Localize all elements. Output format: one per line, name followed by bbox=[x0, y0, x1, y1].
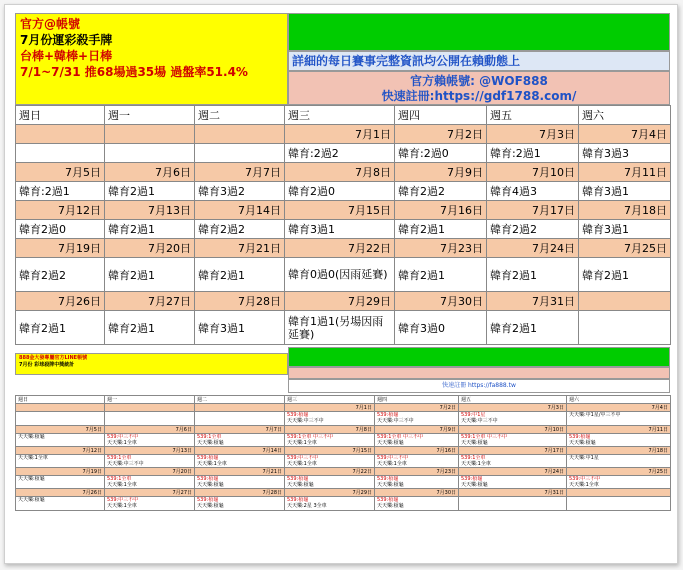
mini-subtitle: 7月份 彩球殺牌中獎統計 bbox=[19, 362, 75, 368]
mini-date-cell: 7月27日 bbox=[105, 489, 195, 497]
date-row bbox=[16, 125, 671, 144]
mini-result-539: 539:槓龜 bbox=[569, 434, 591, 440]
date-cell bbox=[579, 292, 671, 311]
mini-date-cell: 7月19日 bbox=[16, 468, 105, 476]
result-cell: 韓育2過1 bbox=[105, 258, 195, 292]
date-cell: 7月9日 bbox=[395, 163, 487, 182]
mini-calendar-table bbox=[15, 395, 671, 511]
mini-date-cell bbox=[567, 489, 671, 497]
date-cell: 7月30日 bbox=[395, 292, 487, 311]
result-cell bbox=[16, 144, 105, 163]
mini-result-539: 539:槓龜 bbox=[377, 412, 399, 418]
mini-result-539: 539:中三不中 bbox=[107, 497, 139, 503]
result-cell bbox=[195, 144, 285, 163]
weekday-header: 週四 bbox=[395, 106, 487, 125]
mini-result-daily: 天天樂:1全車 bbox=[461, 461, 491, 467]
mini-result-daily: 天天樂:槓龜 bbox=[18, 497, 45, 503]
mini-result-row bbox=[16, 412, 671, 426]
mini-date-cell: 7月14日 bbox=[195, 447, 285, 455]
mini-result-cell bbox=[195, 476, 285, 489]
mini-weekday: 週日 bbox=[16, 396, 105, 404]
result-cell: 韓育2過1 bbox=[395, 258, 487, 292]
header-contact-box bbox=[288, 71, 670, 105]
mini-result-cell bbox=[567, 497, 671, 511]
result-cell: 韓育:2過2 bbox=[285, 144, 395, 163]
mini-result-539: 539:1全車 bbox=[107, 476, 132, 482]
official-account: 官方賴帳號: @WOF888 bbox=[410, 74, 548, 88]
mini-result-539: 539:槓龜 bbox=[197, 476, 219, 482]
mini-result-daily: 天天樂:中1星 bbox=[569, 455, 599, 461]
date-cell: 7月5日 bbox=[16, 163, 105, 182]
mini-date-row bbox=[16, 489, 671, 497]
mini-date-cell: 7月22日 bbox=[285, 468, 375, 476]
mini-result-539: 539:槓龜 bbox=[287, 412, 309, 418]
result-cell: 韓育2過1 bbox=[579, 258, 671, 292]
result-row bbox=[16, 144, 671, 163]
mini-result-cell bbox=[16, 434, 105, 447]
mini-date-cell: 7月20日 bbox=[105, 468, 195, 476]
mini-weekday: 週二 bbox=[195, 396, 285, 404]
date-cell: 7月15日 bbox=[285, 201, 395, 220]
mini-result-cell bbox=[285, 434, 375, 447]
result-cell: 韓育2過1 bbox=[105, 220, 195, 239]
date-row bbox=[16, 239, 671, 258]
mini-result-539: 539:中三不中 bbox=[107, 434, 139, 440]
weekday-header-row bbox=[16, 106, 671, 125]
mini-result-539: 539:1全車 中三不中 bbox=[377, 434, 423, 440]
date-cell: 7月28日 bbox=[195, 292, 285, 311]
result-cell: 韓育2過2 bbox=[195, 220, 285, 239]
mini-result-daily: 天天樂:1全車 bbox=[107, 482, 137, 488]
mini-result-daily: 天天樂:1全車 bbox=[569, 482, 599, 488]
mini-result-cell bbox=[567, 476, 671, 489]
mini-date-cell: 7月8日 bbox=[285, 426, 375, 434]
mini-date-cell: 7月31日 bbox=[459, 489, 567, 497]
weekday-header: 週六 bbox=[579, 106, 671, 125]
mini-result-539: 539:槓龜 bbox=[377, 476, 399, 482]
mini-result-cell bbox=[195, 434, 285, 447]
mini-date-cell: 7月9日 bbox=[375, 426, 459, 434]
mini-result-daily: 天天樂:中三不中 bbox=[107, 461, 144, 467]
calendar-table bbox=[15, 105, 671, 345]
mini-result-539: 539:中1星 bbox=[461, 412, 486, 418]
mini-date-cell: 7月2日 bbox=[375, 404, 459, 412]
mini-pink-band bbox=[288, 367, 670, 379]
mini-result-cell bbox=[105, 476, 195, 489]
result-row bbox=[16, 258, 671, 292]
date-cell: 7月12日 bbox=[16, 201, 105, 220]
mini-result-row bbox=[16, 434, 671, 447]
mini-result-daily: 天天樂:中三不中 bbox=[377, 418, 414, 424]
mini-result-daily: 天天樂:槓龜 bbox=[461, 440, 488, 446]
date-cell: 7月6日 bbox=[105, 163, 195, 182]
mini-date-cell: 7月28日 bbox=[195, 489, 285, 497]
date-row bbox=[16, 163, 671, 182]
mini-result-cell bbox=[567, 412, 671, 426]
date-cell: 7月7日 bbox=[195, 163, 285, 182]
mini-date-cell: 7月6日 bbox=[105, 426, 195, 434]
result-cell: 韓育3過1 bbox=[195, 311, 285, 345]
mini-date-cell: 7月12日 bbox=[16, 447, 105, 455]
weekday-header: 週五 bbox=[487, 106, 579, 125]
mini-date-cell: 7月3日 bbox=[459, 404, 567, 412]
mini-result-row bbox=[16, 455, 671, 468]
mini-result-539: 539:1全車 bbox=[461, 455, 486, 461]
date-cell: 7月19日 bbox=[16, 239, 105, 258]
register-link[interactable]: 快速註冊:https://gdf1788.com/ bbox=[381, 89, 577, 103]
result-cell: 韓育3過0 bbox=[395, 311, 487, 345]
date-cell: 7月18日 bbox=[579, 201, 671, 220]
mini-date-cell: 7月17日 bbox=[459, 447, 567, 455]
result-cell bbox=[579, 311, 671, 345]
mini-date-cell: 7月16日 bbox=[375, 447, 459, 455]
mini-result-daily: 天天樂:1全車 bbox=[18, 455, 48, 461]
weekday-header: 週一 bbox=[105, 106, 195, 125]
mini-result-daily: 天天樂:中三不中 bbox=[287, 418, 324, 424]
result-cell: 韓育2過1 bbox=[487, 258, 579, 292]
header-notice: 詳細的每日賽事完整資訊均公開在賴動態上 bbox=[288, 51, 670, 71]
mini-date-cell: 7月7日 bbox=[195, 426, 285, 434]
date-cell bbox=[195, 125, 285, 144]
mini-result-539: 539:中三不中 bbox=[287, 455, 319, 461]
mini-date-cell bbox=[195, 404, 285, 412]
mini-date-row bbox=[16, 468, 671, 476]
mini-result-cell bbox=[285, 476, 375, 489]
mini-summary-box bbox=[15, 353, 288, 375]
date-cell: 7月25日 bbox=[579, 239, 671, 258]
mini-result-daily: 天天樂:槓龜 bbox=[287, 482, 314, 488]
mini-result-cell bbox=[105, 497, 195, 511]
mini-result-cell bbox=[105, 455, 195, 468]
mini-result-cell bbox=[459, 476, 567, 489]
mini-date-cell: 7月24日 bbox=[459, 468, 567, 476]
mini-result-daily: 天天樂:槓龜 bbox=[461, 482, 488, 488]
date-cell: 7月8日 bbox=[285, 163, 395, 182]
mini-date-cell: 7月30日 bbox=[375, 489, 459, 497]
result-cell: 韓育3過3 bbox=[579, 144, 671, 163]
mini-result-cell bbox=[105, 434, 195, 447]
date-cell: 7月24日 bbox=[487, 239, 579, 258]
mini-weekday: 週六 bbox=[567, 396, 671, 404]
mini-result-daily: 天天樂:槓龜 bbox=[377, 440, 404, 446]
mini-result-539: 539:槓龜 bbox=[461, 476, 483, 482]
result-cell: 韓育:2過1 bbox=[16, 182, 105, 201]
mini-result-539: 539:1全車 中三不中 bbox=[287, 434, 333, 440]
mini-result-daily: 天天樂:1全車 bbox=[107, 503, 137, 509]
mini-date-row bbox=[16, 426, 671, 434]
mini-result-cell bbox=[195, 412, 285, 426]
result-cell: 韓育1過1(另場因雨延賽) bbox=[285, 311, 395, 345]
result-cell: 韓育2過1 bbox=[395, 220, 487, 239]
date-cell: 7月22日 bbox=[285, 239, 395, 258]
result-cell: 韓育2過1 bbox=[16, 311, 105, 345]
weekday-header: 週三 bbox=[285, 106, 395, 125]
mini-result-539: 539:槓龜 bbox=[287, 476, 309, 482]
mini-result-539: 539:槓龜 bbox=[197, 497, 219, 503]
mini-result-cell bbox=[375, 497, 459, 511]
mini-result-539: 539:1全車 中三不中 bbox=[461, 434, 507, 440]
mini-result-cell bbox=[567, 455, 671, 468]
mini-date-row bbox=[16, 404, 671, 412]
result-cell: 韓育2過0 bbox=[285, 182, 395, 201]
date-cell: 7月1日 bbox=[285, 125, 395, 144]
mini-result-daily: 天天樂:1全車 bbox=[197, 461, 227, 467]
result-cell: 韓育2過1 bbox=[487, 311, 579, 345]
result-cell: 韓育2過1 bbox=[105, 311, 195, 345]
result-cell: 韓育3過1 bbox=[579, 182, 671, 201]
mini-weekday: 週一 bbox=[105, 396, 195, 404]
mini-date-cell: 7月26日 bbox=[16, 489, 105, 497]
mini-result-daily: 天天樂:1全車 bbox=[107, 440, 137, 446]
mini-date-cell bbox=[16, 404, 105, 412]
result-cell: 韓育4過3 bbox=[487, 182, 579, 201]
result-cell: 韓育2過2 bbox=[395, 182, 487, 201]
header-subtitle: 7月份運彩殺手牌 bbox=[20, 33, 113, 47]
mini-result-539: 539:1全車 bbox=[197, 434, 222, 440]
mini-result-daily: 天天樂:中1星/中三不中 bbox=[569, 412, 621, 418]
mini-result-cell bbox=[459, 497, 567, 511]
date-cell bbox=[16, 125, 105, 144]
result-cell: 韓育3過2 bbox=[195, 182, 285, 201]
date-cell: 7月23日 bbox=[395, 239, 487, 258]
mini-result-539: 539:槓龜 bbox=[287, 497, 309, 503]
mini-result-cell bbox=[195, 497, 285, 511]
date-cell: 7月10日 bbox=[487, 163, 579, 182]
date-cell: 7月27日 bbox=[105, 292, 195, 311]
mini-date-cell: 7月5日 bbox=[16, 426, 105, 434]
mini-result-cell bbox=[195, 455, 285, 468]
date-cell: 7月4日 bbox=[579, 125, 671, 144]
mini-result-daily: 天天樂:槓龜 bbox=[18, 476, 45, 482]
mini-result-daily: 天天樂:槓龜 bbox=[197, 482, 224, 488]
result-cell: 韓育3過1 bbox=[579, 220, 671, 239]
date-cell: 7月20日 bbox=[105, 239, 195, 258]
mini-date-cell: 7月25日 bbox=[567, 468, 671, 476]
mini-result-cell bbox=[16, 476, 105, 489]
date-cell bbox=[105, 125, 195, 144]
header-summary: 7/1~7/31 推68場過35場 過盤率51.4% bbox=[20, 65, 248, 79]
weekday-header: 週日 bbox=[16, 106, 105, 125]
mini-date-cell: 7月11日 bbox=[567, 426, 671, 434]
date-cell: 7月13日 bbox=[105, 201, 195, 220]
date-cell: 7月21日 bbox=[195, 239, 285, 258]
mini-result-cell bbox=[459, 412, 567, 426]
mini-result-cell bbox=[375, 455, 459, 468]
result-cell: 韓育:2過1 bbox=[487, 144, 579, 163]
mini-result-daily: 天天樂:槓龜 bbox=[377, 503, 404, 509]
mini-result-539: 539:中三不中 bbox=[569, 476, 601, 482]
date-cell: 7月26日 bbox=[16, 292, 105, 311]
mini-date-cell: 7月23日 bbox=[375, 468, 459, 476]
date-cell: 7月2日 bbox=[395, 125, 487, 144]
mini-result-row bbox=[16, 497, 671, 511]
result-cell: 韓育3過1 bbox=[285, 220, 395, 239]
mini-result-cell bbox=[459, 434, 567, 447]
header-green-band bbox=[288, 13, 670, 51]
mini-result-cell bbox=[375, 412, 459, 426]
mini-result-539: 539:中三不中 bbox=[377, 455, 409, 461]
mini-date-cell: 7月21日 bbox=[195, 468, 285, 476]
mini-result-daily: 天天樂:1全車 bbox=[287, 461, 317, 467]
mini-result-cell bbox=[459, 455, 567, 468]
result-cell: 韓育2過2 bbox=[16, 258, 105, 292]
date-cell: 7月14日 bbox=[195, 201, 285, 220]
date-cell: 7月11日 bbox=[579, 163, 671, 182]
result-row bbox=[16, 311, 671, 345]
mini-title: 888金大發專屬官方LINE帳號 bbox=[19, 355, 88, 361]
spreadsheet-image bbox=[4, 4, 678, 564]
header-summary-box bbox=[15, 13, 288, 105]
mini-date-cell: 7月13日 bbox=[105, 447, 195, 455]
result-cell: 韓育2過1 bbox=[105, 182, 195, 201]
weekday-header: 週二 bbox=[195, 106, 285, 125]
mini-result-539: 539:1全車 bbox=[107, 455, 132, 461]
mini-date-cell: 7月18日 bbox=[567, 447, 671, 455]
mini-result-cell bbox=[567, 434, 671, 447]
mini-date-cell: 7月4日 bbox=[567, 404, 671, 412]
mini-weekday-row bbox=[16, 396, 671, 404]
mini-date-cell: 7月15日 bbox=[285, 447, 375, 455]
result-cell bbox=[105, 144, 195, 163]
mini-result-daily: 天天樂:1全車 bbox=[287, 440, 317, 446]
mini-result-daily: 天天樂:槓龜 bbox=[18, 434, 45, 440]
mini-result-daily: 天天樂:槓龜 bbox=[197, 440, 224, 446]
header-leagues: 台棒+韓棒+日棒 bbox=[20, 49, 113, 63]
date-cell: 7月29日 bbox=[285, 292, 395, 311]
mini-date-cell bbox=[105, 404, 195, 412]
date-cell: 7月31日 bbox=[487, 292, 579, 311]
mini-register-link[interactable]: 快速註冊 https://fa888.tw bbox=[288, 379, 670, 393]
mini-result-cell bbox=[16, 455, 105, 468]
mini-green-band bbox=[288, 347, 670, 367]
result-row bbox=[16, 220, 671, 239]
result-row bbox=[16, 182, 671, 201]
mini-result-cell bbox=[105, 412, 195, 426]
header-title: 官方@帳號 bbox=[20, 17, 81, 31]
mini-date-cell: 7月29日 bbox=[285, 489, 375, 497]
date-row bbox=[16, 292, 671, 311]
date-cell: 7月3日 bbox=[487, 125, 579, 144]
mini-date-cell: 7月1日 bbox=[285, 404, 375, 412]
result-cell: 韓育:2過0 bbox=[395, 144, 487, 163]
mini-result-cell bbox=[375, 476, 459, 489]
mini-result-daily: 天天樂:槓龜 bbox=[197, 503, 224, 509]
mini-date-row bbox=[16, 447, 671, 455]
result-cell: 韓育2過2 bbox=[487, 220, 579, 239]
date-cell: 7月16日 bbox=[395, 201, 487, 220]
mini-result-539: 539:槓龜 bbox=[377, 497, 399, 503]
date-row bbox=[16, 201, 671, 220]
result-cell: 韓育2過1 bbox=[195, 258, 285, 292]
mini-result-cell bbox=[285, 497, 375, 511]
date-cell: 7月17日 bbox=[487, 201, 579, 220]
mini-result-539: 539:槓龜 bbox=[197, 455, 219, 461]
mini-result-cell bbox=[285, 455, 375, 468]
mini-result-cell bbox=[375, 434, 459, 447]
mini-result-daily: 天天樂:1全車 bbox=[377, 461, 407, 467]
mini-date-cell: 7月10日 bbox=[459, 426, 567, 434]
mini-result-cell bbox=[285, 412, 375, 426]
mini-result-daily: 天天樂:中三不中 bbox=[461, 418, 498, 424]
result-cell: 韓育0過0(因雨延賽) bbox=[285, 258, 395, 292]
result-cell: 韓育2過0 bbox=[16, 220, 105, 239]
mini-result-cell bbox=[16, 412, 105, 426]
mini-weekday: 週三 bbox=[285, 396, 375, 404]
mini-weekday: 週四 bbox=[375, 396, 459, 404]
mini-result-daily: 天天樂:2星 3全車 bbox=[287, 503, 327, 509]
mini-result-daily: 天天樂:槓龜 bbox=[569, 440, 596, 446]
mini-result-daily: 天天樂:槓龜 bbox=[377, 482, 404, 488]
mini-result-cell bbox=[16, 497, 105, 511]
mini-result-row bbox=[16, 476, 671, 489]
mini-weekday: 週五 bbox=[459, 396, 567, 404]
